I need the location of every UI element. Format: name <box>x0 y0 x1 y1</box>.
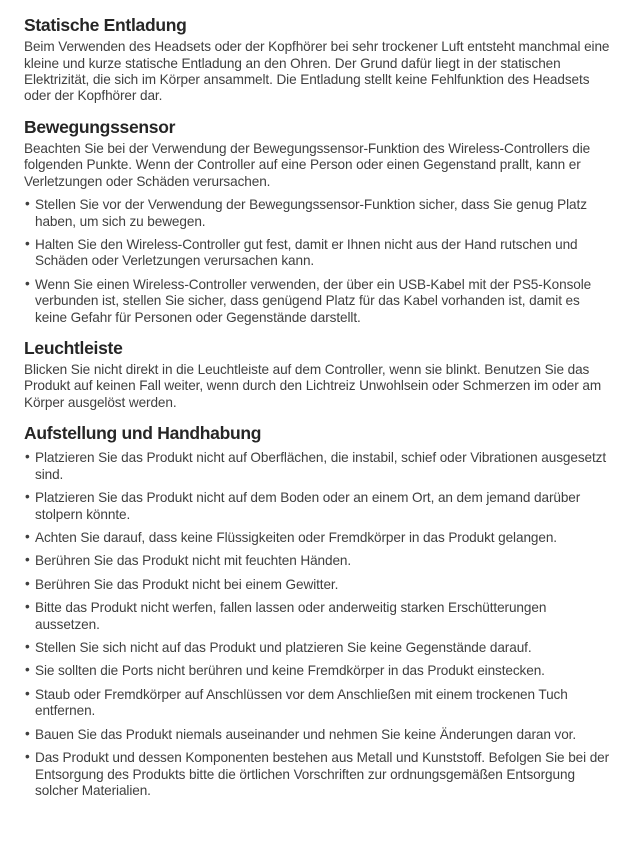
bullet-item <box>24 553 612 569</box>
bullet-dot-icon: • <box>25 449 30 465</box>
bullet-item <box>24 640 612 656</box>
section-bewegungssensor <box>24 117 612 326</box>
bullet-dot-icon: • <box>25 749 30 765</box>
bullet-dot-icon: • <box>25 725 30 741</box>
bullet-item <box>24 687 612 720</box>
section-heading-statische-entladung: Statische Entladung <box>24 15 187 35</box>
bullet-item <box>24 237 612 270</box>
bullet-dot-icon: • <box>25 639 30 655</box>
bullet-dot-icon: • <box>25 685 30 701</box>
bullet-dot-icon: • <box>25 529 30 545</box>
bullet-text: Achten Sie darauf, dass keine Flüssigkeiten oder Fremdkörper in das Produkt gelangen. <box>35 530 557 546</box>
bullet-text: Stellen Sie vor der Verwendung der Bewegungssensor-Funktion sicher, dass Sie genug Platz haben, um sich zu bewegen. <box>35 197 587 229</box>
bullet-text: Sie sollten die Ports nicht berühren und keine Fremdkörper in das Produkt einstecken. <box>35 663 545 679</box>
bullet-text: Stellen Sie sich nicht auf das Produkt und platzieren Sie keine Gegenstände darauf. <box>35 640 532 656</box>
bullet-item <box>24 750 612 799</box>
bullet-item <box>24 600 612 633</box>
section-heading-bewegungssensor: Bewegungssensor <box>24 116 176 137</box>
section-aufstellung-und-handhabung <box>24 423 612 799</box>
section-heading-leuchtleiste: Leuchtleiste <box>24 337 123 358</box>
bullet-text: Platzieren Sie das Produkt nicht auf Oberflächen, die instabil, schief oder Vibrationen ausgesetzt sind. <box>35 450 607 482</box>
bullet-text: Bauen Sie das Produkt niemals auseinander und nehmen Sie keine Änderungen daran vor. <box>35 726 577 742</box>
bullet-item <box>24 530 612 546</box>
bullet-text: Halten Sie den Wireless-Controller gut fest, damit er Ihnen nicht aus der Hand rutschen und Schäden oder Verletzungen verursachen kann. <box>35 236 578 269</box>
paragraph: Beachten Sie bei der Verwendung der Bewegungssensor-Funktion des Wireless-Controllers die folgenden Punkte. Wenn der Controller auf eine Person oder einen Gegenstand prallt, kann er Verletzungen oder Schäden verursachen. <box>24 140 591 189</box>
bullet-item <box>24 490 612 523</box>
bullet-text: Staub oder Fremdkörper auf Anschlüssen vor dem Anschließen mit einem trockenen Tuch entfernen. <box>35 686 568 719</box>
bullet-text: Das Produkt und dessen Komponenten bestehen aus Metall und Kunststoff. Befolgen Sie bei der Entsorgung des Produkts bitte die örtlichen Vorschriften zur ordnungsgemäßen Entsorgung solcher Materialien. <box>35 750 610 798</box>
bullet-item <box>24 727 612 743</box>
bullet-dot-icon: • <box>25 489 30 505</box>
section-heading-aufstellung-und-handhabung: Aufstellung und Handhabung <box>24 423 262 444</box>
bullet-item <box>24 277 612 326</box>
bullet-dot-icon: • <box>25 235 30 251</box>
section-statische-entladung <box>24 15 612 105</box>
bullet-item <box>24 577 612 593</box>
bullet-dot-icon: • <box>25 662 30 678</box>
bullet-item <box>24 197 612 230</box>
bullet-dot-icon: • <box>25 575 30 591</box>
bullet-text: Platzieren Sie das Produkt nicht auf dem Boden oder an einem Ort, an dem jemand darüber stolpern könnte. <box>35 490 581 522</box>
bullet-item <box>24 663 612 679</box>
bullet-text: Wenn Sie einen Wireless-Controller verwenden, der über ein USB-Kabel mit der PS5-Konsole verbunden ist, stellen Sie sicher, dass genügend Platz für das Kabel vorhanden ist, damit es keine Gefahr für Personen oder Gegenstände darstellt. <box>35 276 592 325</box>
bullet-dot-icon: • <box>25 599 30 615</box>
bullet-text: Bitte das Produkt nicht werfen, fallen lassen oder anderweitig starken Erschütterungen aussetzen. <box>35 600 547 632</box>
bullet-dot-icon: • <box>25 196 30 212</box>
bullet-item <box>24 450 612 483</box>
paragraph: Blicken Sie nicht direkt in die Leuchtleiste auf dem Controller, wenn sie blinkt. Benutzen Sie das Produkt auf keinen Fall weiter, wenn durch den Lichtreiz Unwohlsein oder Schmerzen im oder am Körper ausgelöst werden. <box>24 362 602 410</box>
paragraph: Beim Verwenden des Headsets oder der Kopfhörer bei sehr trockener Luft entsteht manchmal eine kleine und kurze statische Entladung an den Ohren. Der Grund dafür liegt in der statischen Elektrizität, die sich im Körper ansammelt. Die Entladung stellt keine Fehlfunktion des Headsets oder der Kopfhörer dar. <box>24 39 610 104</box>
bullet-text: Berühren Sie das Produkt nicht mit feuchten Händen. <box>35 553 352 569</box>
bullet-dot-icon: • <box>25 275 30 291</box>
bullet-text: Berühren Sie das Produkt nicht bei einem Gewitter. <box>35 576 339 592</box>
bullet-dot-icon: • <box>25 552 30 568</box>
section-leuchtleiste <box>24 338 612 411</box>
